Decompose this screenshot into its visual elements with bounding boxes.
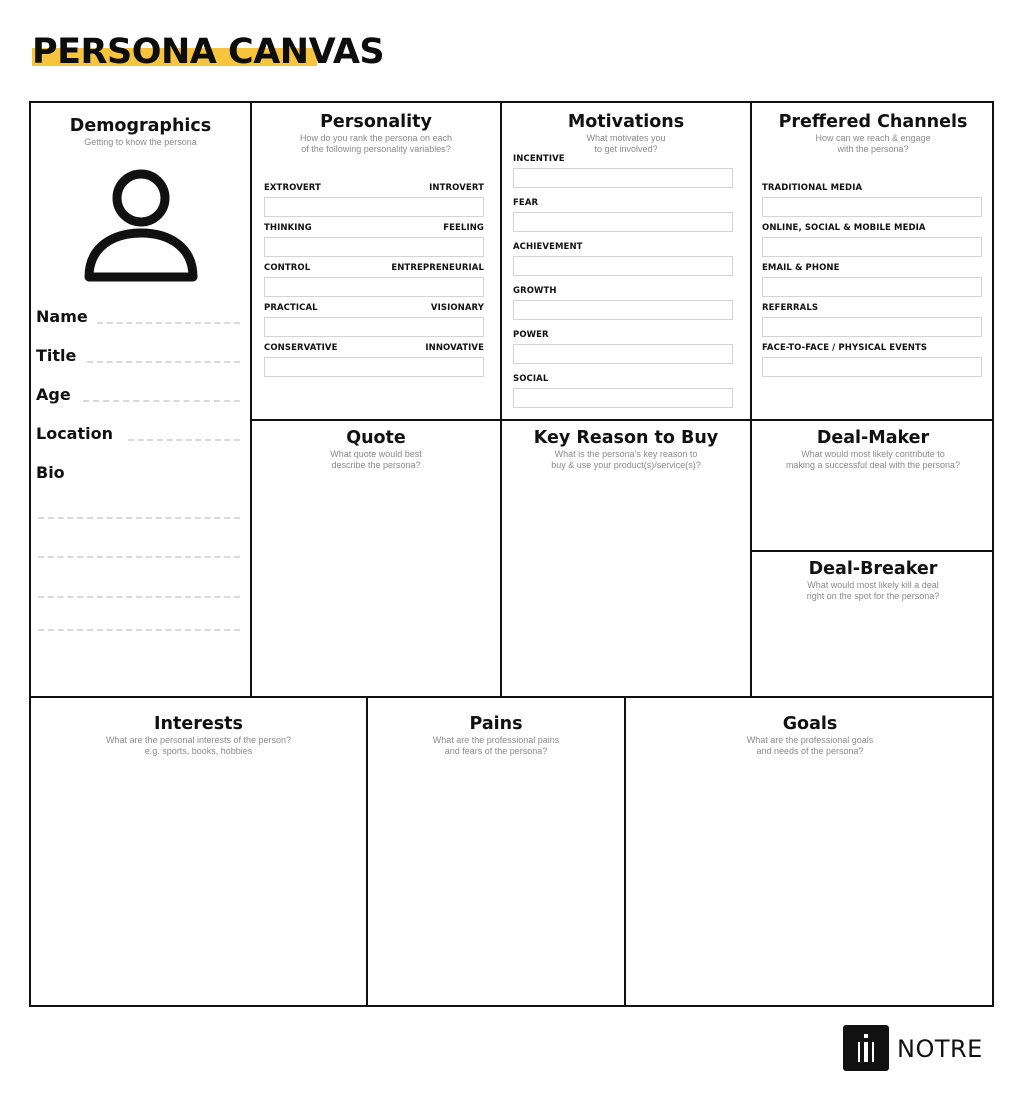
channel-input[interactable] (762, 357, 982, 377)
personality-title: Personality (320, 112, 432, 132)
deal-maker-title: Deal-Maker (816, 428, 930, 448)
channel-label: FACE-TO-FACE / PHYSICAL EVENTS (762, 343, 928, 353)
personality-scale-input[interactable] (264, 277, 484, 297)
motivation-label: POWER (513, 330, 549, 340)
demographics-subtitle: Getting to know the persona (84, 137, 197, 147)
deal-maker-subtitle: What would most likely contribute to making a successful deal with the persona? (785, 449, 961, 470)
bio-label: Bio (36, 463, 65, 482)
pains-subtitle: What are the professional pains and fears of the persona? (432, 735, 560, 756)
personality-subtitle: How do you rank the persona on each of the following personality variables? (299, 133, 453, 154)
location-field[interactable] (128, 439, 240, 441)
scale-left-label: PRACTICAL (264, 303, 318, 313)
channel-input[interactable] (762, 197, 982, 217)
scale-right-label: INTROVERT (429, 183, 484, 193)
title-label: Title (36, 346, 77, 365)
bio-line[interactable] (38, 556, 240, 558)
scale-left-label: CONTROL (264, 263, 311, 273)
person-icon (83, 169, 199, 285)
age-field[interactable] (83, 400, 240, 402)
scale-left-label: THINKING (264, 223, 312, 233)
bio-line[interactable] (38, 629, 240, 631)
motivation-input[interactable] (513, 168, 733, 188)
brand-name: NOTRE (897, 1035, 983, 1063)
scale-right-label: INNOVATIVE (425, 343, 484, 353)
goals-title: Goals (782, 714, 838, 734)
divider (250, 419, 994, 421)
deal-breaker-title: Deal-Breaker (808, 559, 938, 579)
motivation-label: FEAR (513, 198, 539, 208)
name-label: Name (36, 307, 88, 326)
motivation-input[interactable] (513, 256, 733, 276)
brand-logo (843, 1025, 983, 1071)
divider (750, 103, 752, 697)
motivation-label: ACHIEVEMENT (513, 242, 583, 252)
notre-logo-icon (843, 1025, 889, 1071)
interests-subtitle: What are the personal interests of the person? e.g. sports, books, hobbies (105, 735, 292, 756)
motivation-input[interactable] (513, 212, 733, 232)
motivations-title: Motivations (567, 112, 685, 132)
channel-label: ONLINE, SOCIAL & MOBILE MEDIA (762, 223, 926, 233)
channel-label: TRADITIONAL MEDIA (762, 183, 863, 193)
channel-label: EMAIL & PHONE (762, 263, 840, 273)
bio-line[interactable] (38, 517, 240, 519)
key-reason-title: Key Reason to Buy (533, 428, 719, 448)
personality-scale-input[interactable] (264, 197, 484, 217)
page-header (32, 30, 384, 74)
channel-label: REFERRALS (762, 303, 819, 313)
motivations-subtitle: What motivates you to get involved? (586, 133, 666, 154)
channels-subtitle: How can we reach & engage with the persona? (815, 133, 931, 154)
interests-title: Interests (154, 714, 243, 734)
channel-input[interactable] (762, 237, 982, 257)
goals-subtitle: What are the professional goals and needs of the persona? (746, 735, 874, 756)
page-title: PERSONA CANVAS (32, 32, 385, 72)
bio-line[interactable] (38, 596, 240, 598)
motivation-label: SOCIAL (513, 374, 549, 384)
motivation-input[interactable] (513, 388, 733, 408)
age-label: Age (36, 385, 71, 404)
motivation-label: GROWTH (513, 286, 557, 296)
channel-input[interactable] (762, 317, 982, 337)
motivation-input[interactable] (513, 344, 733, 364)
scale-left-label: CONSERVATIVE (264, 343, 338, 353)
personality-scale-input[interactable] (264, 317, 484, 337)
motivation-input[interactable] (513, 300, 733, 320)
persona-canvas (29, 101, 994, 1007)
quote-title: Quote (346, 428, 406, 448)
scale-left-label: EXTROVERT (264, 183, 321, 193)
scale-right-label: ENTREPRENEURIAL (391, 263, 484, 273)
motivation-label: INCENTIVE (513, 154, 565, 164)
divider (31, 696, 994, 698)
pains-title: Pains (469, 714, 523, 734)
demographics-title: Demographics (69, 116, 212, 136)
divider (250, 103, 252, 697)
divider (750, 550, 994, 552)
location-label: Location (36, 424, 113, 443)
personality-scale-input[interactable] (264, 357, 484, 377)
divider (500, 103, 502, 697)
quote-subtitle: What quote would best describe the persona? (330, 449, 422, 470)
name-field[interactable] (97, 322, 240, 324)
scale-right-label: FEELING (443, 223, 484, 233)
personality-scale-input[interactable] (264, 237, 484, 257)
scale-right-label: VISIONARY (430, 303, 484, 313)
channel-input[interactable] (762, 277, 982, 297)
title-field[interactable] (87, 361, 240, 363)
channels-title: Preffered Channels (778, 112, 968, 132)
deal-breaker-subtitle: What would most likely kill a deal right on the spot for the persona? (806, 580, 940, 601)
key-reason-subtitle: What is the persona's key reason to buy & use your product(s)/service(s)? (551, 449, 701, 470)
